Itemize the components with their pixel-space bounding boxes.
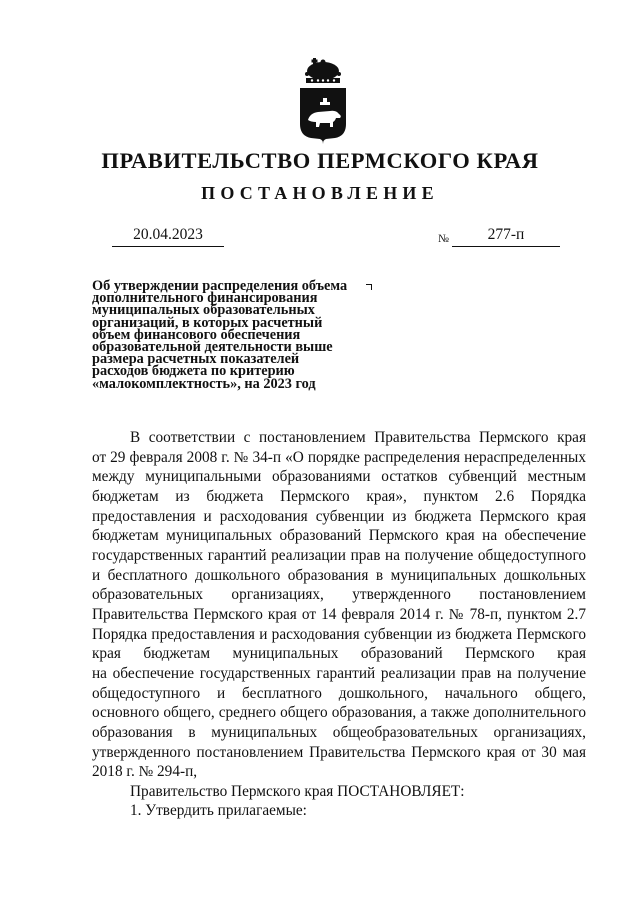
body-line: между муниципальными образованиями остатков субвенций местным <box>92 468 586 486</box>
body-line: образовательных организациях, утвержденного постановлением <box>92 586 586 604</box>
body-line: Правительства Пермского края от 14 февраля 2014 г. № 78-п, пунктом 2.7 <box>92 605 586 623</box>
number-sign: № <box>438 233 449 245</box>
crown-icon <box>305 58 341 83</box>
body-line: бюджетам из бюджета Пермского края», пунктом 2.6 Порядка <box>92 487 586 505</box>
body-line: от 29 февраля 2008 г. № 34-п «О порядке распределения нераспределенных <box>92 448 586 466</box>
body-line: образования в муниципальных общеобразовательных организациях, <box>92 723 586 741</box>
subject-line: муниципальных образовательных <box>92 302 315 319</box>
document-body <box>92 428 586 821</box>
body-line: основного общего, среднего общего образования, а также дополнительного <box>92 704 586 722</box>
subject-corner-mark <box>366 284 372 290</box>
subject-line: расходов бюджета по критерию <box>92 363 295 380</box>
body-line: предоставления и расходования субвенции из бюджета Пермского края <box>92 507 586 525</box>
body-line: на обеспечение государственных гарантий реализации прав на получение <box>92 664 586 682</box>
subject-line: дополнительного финансирования <box>92 290 318 307</box>
subject-line: «малокомплектность», на 2023 год <box>92 375 316 392</box>
body-line: и бесплатного дошкольного образования в муниципальных дошкольных <box>92 566 586 584</box>
body-line: края бюджетам муниципальных образований Пермского края <box>92 645 586 663</box>
subject-line: организаций, в которых расчетный <box>92 314 323 331</box>
body-line: Порядка предоставления и расходования субвенции из бюджета Пермского <box>92 625 586 643</box>
document-subject <box>92 280 382 390</box>
body-line: общедоступного и бесплатного дошкольного, начального общего, <box>92 684 586 702</box>
subject-line: образовательной деятельности выше <box>92 339 333 356</box>
decree-line: Правительство Пермского края ПОСТАНОВЛЯЕТ: <box>130 782 465 800</box>
subject-line: Об утверждении распределения объема <box>92 278 348 294</box>
coat-of-arms-icon <box>296 58 350 144</box>
item-line: 1. Утвердить прилагаемые: <box>130 802 307 820</box>
body-line: бюджетам муниципальных образований Пермского края на обеспечение <box>92 527 586 545</box>
body-line: 2018 г. № 294-п, <box>92 763 198 781</box>
subject-line: размера расчетных показателей <box>92 351 300 368</box>
body-line: В соответствии с постановлением Правительства Пермского края <box>130 429 586 446</box>
body-line: государственных гарантий реализации прав на получение общедоступного <box>92 546 586 564</box>
document-type: ПОСТАНОВЛЕНИЕ <box>201 183 439 203</box>
document-number: 277-п <box>452 226 560 247</box>
subject-line: объем финансового обеспечения <box>92 326 301 343</box>
body-line: утвержденного постановлением Правительства Пермского края от 30 мая <box>92 743 586 761</box>
document-date: 20.04.2023 <box>112 226 224 247</box>
government-title: ПРАВИТЕЛЬСТВО ПЕРМСКОГО КРАЯ <box>101 148 539 173</box>
